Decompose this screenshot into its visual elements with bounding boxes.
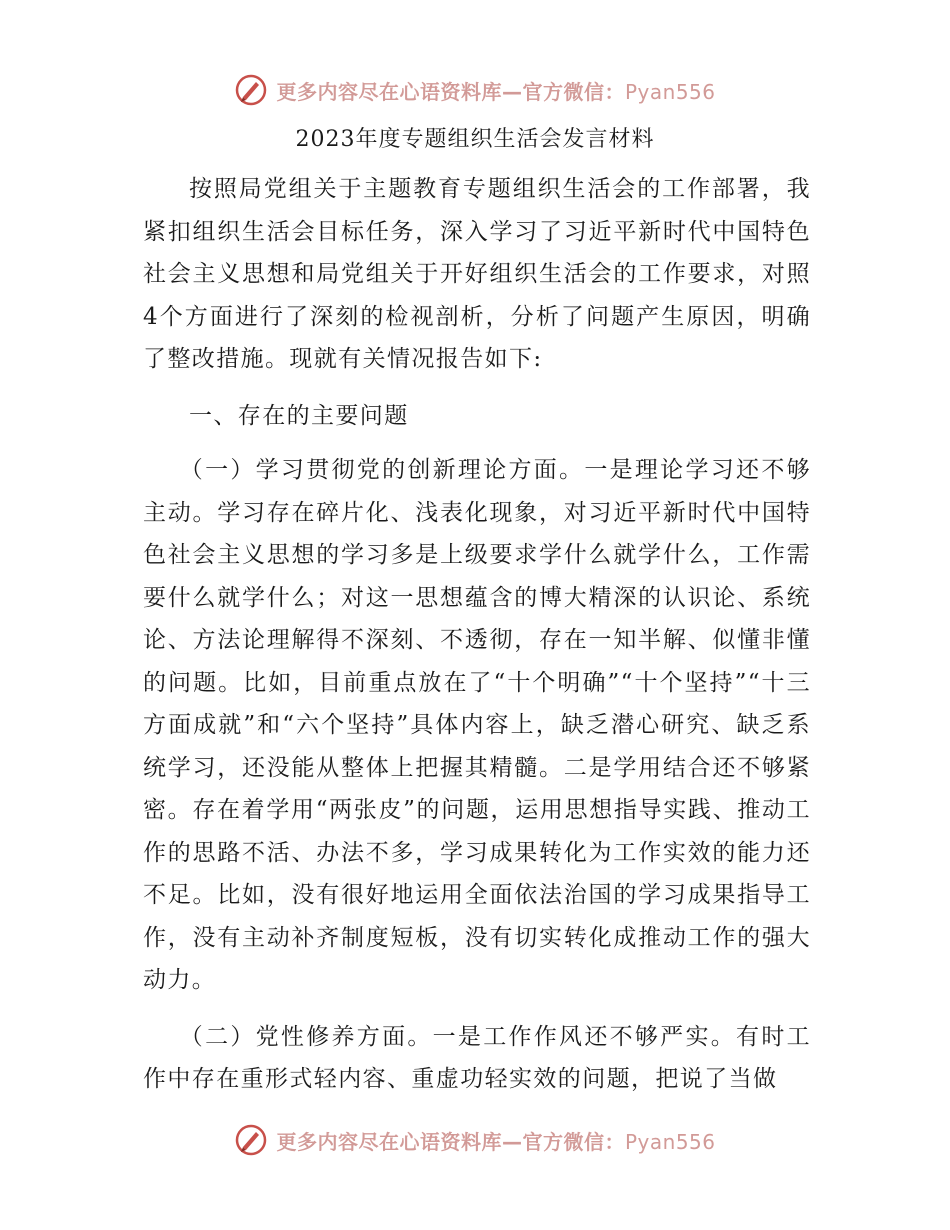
intro-paragraph: 按照局党组关于主题教育专题组织生活会的工作部署，我紧扣组织生活会目标任务，深入学习了习近平新时代中国特色社会主义思想和局党组关于开好组织生活会的工作要求，对照4个方面进行了深刻的检视剖析，分析了问题产生原因，明确了整改措施。现就有关情况报告如下: xyxy=(143,176,811,372)
pen-seal-icon xyxy=(234,73,268,107)
watermark-text: 更多内容尽在心语资料库—官方微信：Pyan556 xyxy=(276,79,716,104)
document-title: 2023年度专题组织生活会发言材料 xyxy=(295,127,655,152)
watermark-banner-bottom xyxy=(0,1120,950,1160)
watermark-text: 更多内容尽在心语资料库—官方微信：Pyan556 xyxy=(276,1129,716,1154)
document-body xyxy=(143,168,811,1101)
pen-seal-icon xyxy=(234,1123,268,1157)
watermark-banner-top xyxy=(0,70,950,110)
body-paragraph: （一）学习贯彻党的创新理论方面。一是理论学习还不够主动。学习存在碎片化、浅表化现象，对习近平新时代中国特色社会主义思想的学习多是上级要求学什么就学什么，工作需要什么就学什么；对这一思想蕴含的博大精深的认识论、系统论、方法论理解得不深刻、不透彻，存在一知半解、似懂非懂的问题。比如，目前重点放在了“十个明确”“十个坚持”“十三方面成就”和“六个坚持”具体内容上，缺乏潜心研究、缺乏系统学习，还没能从整体上把握其精髓。二是学用结合还不够紧密。存在着学用“两张皮”的问题，运用思想指导实践、推动工作的思路不活、办法不多，学习成果转化为工作实效的能力还不足。比如，没有很好地运用全面依法治国的学习成果指导工作，没有主动补齐制度短板，没有切实转化成推动工作的强大动力。 xyxy=(143,457,811,993)
body-paragraph: （二）党性修养方面。一是工作作风还不够严实。有时工作中存在重形式轻内容、重虚功轻实效的问题，把说了当做 xyxy=(143,1023,811,1092)
section-heading: 一、存在的主要问题 xyxy=(189,402,409,429)
